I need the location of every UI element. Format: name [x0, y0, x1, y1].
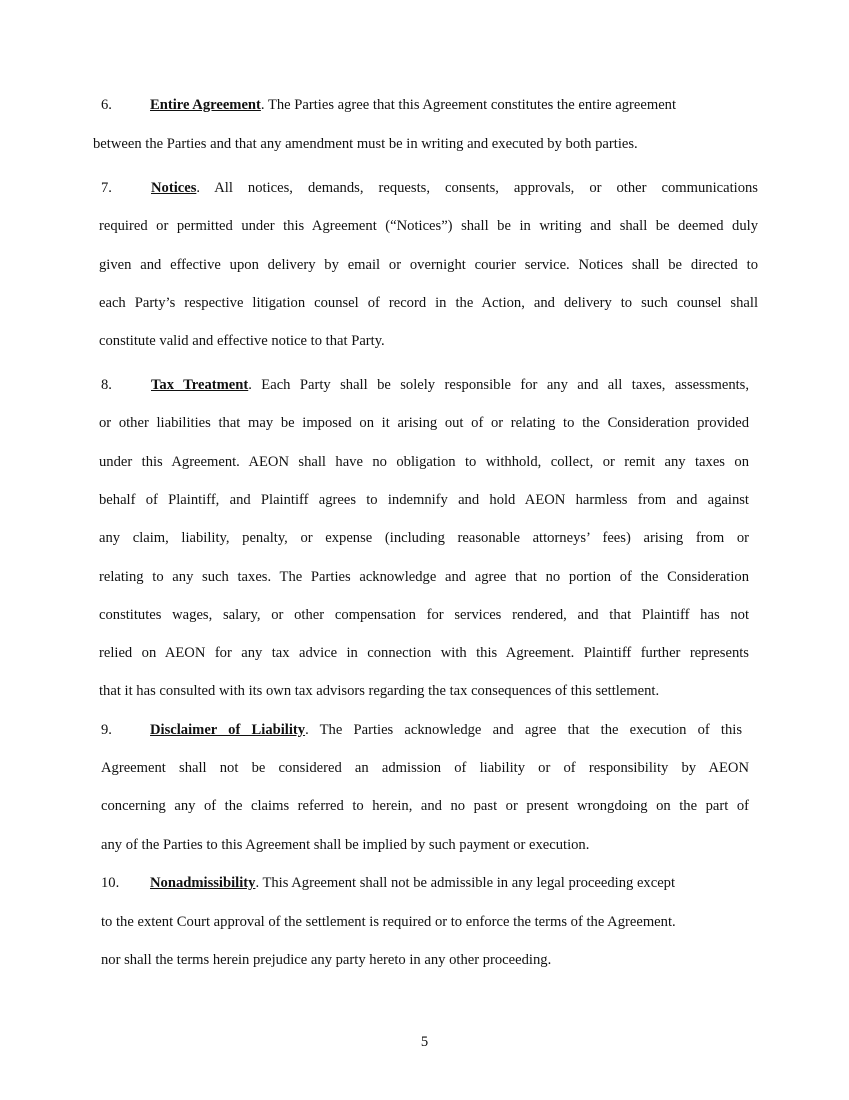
section-text: . The Parties acknowledge and agree that the execution of this: [305, 722, 743, 738]
section-line: each Party’s respective litigation counsel of record in the Action, and delivery to such counsel shall: [99, 295, 758, 311]
section-line: constitute valid and effective notice to that Party.: [99, 333, 385, 349]
section-line: required or permitted under this Agreement (“Notices”) shall be in writing and shall be deemed duly: [99, 218, 758, 234]
section-line: relied on AEON for any tax advice in connection with this Agreement. Plaintiff further represents: [99, 645, 749, 661]
section-text: . The Parties agree that this Agreement constitutes the entire agreement: [260, 97, 677, 113]
section-number: 7.: [101, 180, 112, 196]
section-line: between the Parties and that any amendment must be in writing and executed by both parties.: [93, 136, 638, 152]
section-line: or other liabilities that may be imposed on it arising out of or relating to the Consideration provided: [99, 415, 749, 431]
section-line: that it has consulted with its own tax advisors regarding the tax consequences of this settlement.: [99, 683, 660, 699]
section-line: under this Agreement. AEON shall have no obligation to withhold, collect, or remit any taxes on: [99, 454, 749, 470]
section-heading: Tax Treatment: [151, 377, 249, 393]
section-line: Agreement shall not be considered an admission of liability or of responsibility by AEON: [101, 760, 749, 776]
section-line: concerning any of the claims referred to herein, and no past or present wrongdoing on the part of: [101, 798, 749, 814]
section-heading: Entire Agreement: [150, 97, 261, 113]
section-first-line: [150, 874, 675, 892]
section-first-line: [151, 179, 758, 197]
section-text: . This Agreement shall not be admissible in any legal proceeding except: [255, 875, 676, 891]
section-first-line: [150, 96, 676, 114]
section-text: . Each Party shall be solely responsible for any and all taxes, assessments,: [248, 377, 749, 393]
page-number: 5: [420, 1034, 429, 1050]
section-heading: Disclaimer of Liability: [150, 722, 306, 738]
section-number: 9.: [101, 722, 112, 738]
section-heading: Nonadmissibility: [150, 875, 256, 891]
section-number: 6.: [101, 97, 112, 113]
section-first-line: [151, 376, 749, 394]
section-number: 8.: [101, 377, 112, 393]
section-line: constitutes wages, salary, or other compensation for services rendered, and that Plaintiff has not: [99, 607, 749, 623]
section-line: any claim, liability, penalty, or expense (including reasonable attorneys’ fees) arising from or: [99, 530, 749, 546]
section-text: . All notices, demands, requests, consents, approvals, or other communications: [196, 180, 758, 196]
section-number: 10.: [101, 875, 120, 891]
section-line: any of the Parties to this Agreement shall be implied by such payment or execution.: [101, 837, 590, 853]
section-first-line: [150, 721, 742, 739]
section-heading: Notices: [151, 180, 197, 196]
section-line: nor shall the terms herein prejudice any party hereto in any other proceeding.: [101, 952, 552, 968]
section-line: to the extent Court approval of the settlement is required or to enforce the terms of the Agreement.: [101, 914, 676, 930]
section-line: given and effective upon delivery by email or overnight courier service. Notices shall be directed to: [99, 257, 758, 273]
section-line: relating to any such taxes. The Parties acknowledge and agree that no portion of the Consideration: [99, 569, 749, 585]
section-line: behalf of Plaintiff, and Plaintiff agrees to indemnify and hold AEON harmless from and against: [99, 492, 749, 508]
